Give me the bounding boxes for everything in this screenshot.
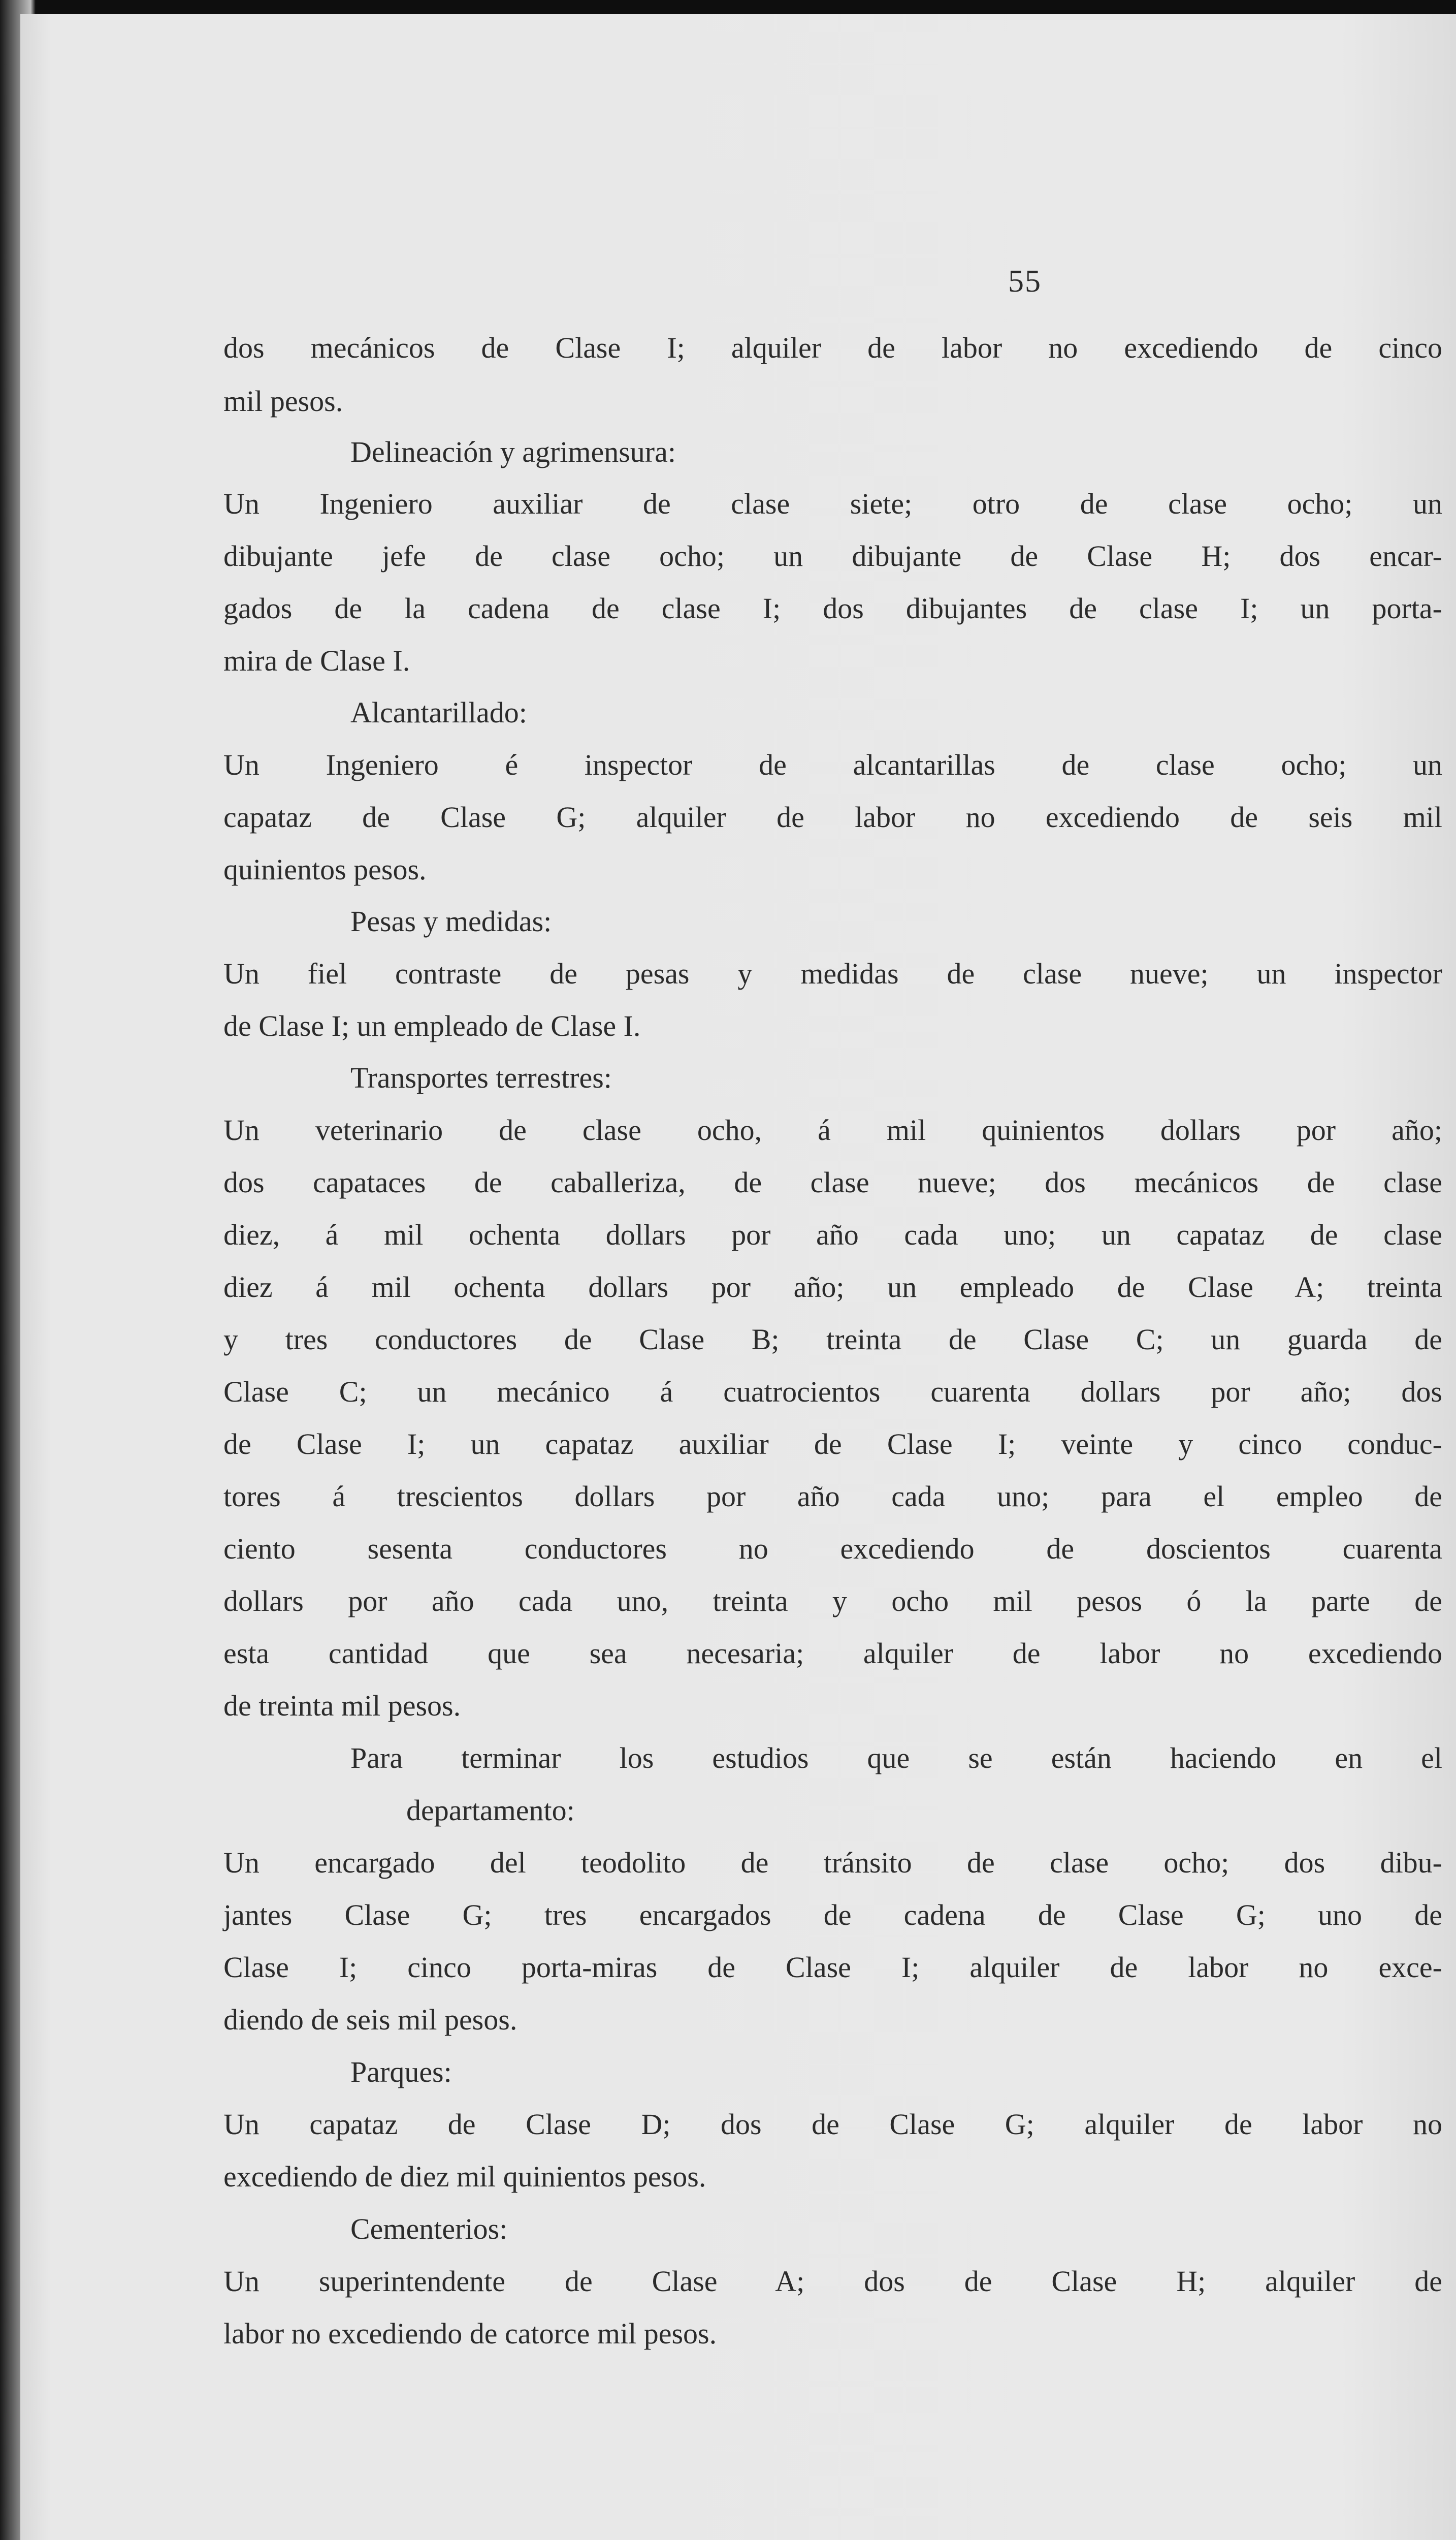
- text-line: de Clase I; un capataz auxiliar de Clase I; veinte y cinco conduc-: [223, 1427, 1442, 1460]
- text-line: diendo de seis mil pesos.: [223, 2003, 517, 2036]
- page-number: 55: [1008, 264, 1042, 299]
- text-line: excediendo de diez mil quinientos pesos.: [223, 2160, 706, 2193]
- section-heading: Para terminar los estudios que se están haciendo en el: [350, 1741, 1442, 1774]
- section-heading: Delineación y agrimensura:: [350, 435, 676, 468]
- text-line: Un Ingeniero auxiliar de clase siete; otro de clase ocho; un: [223, 487, 1442, 520]
- text-line: capataz de Clase G; alquiler de labor no excediendo de seis mil: [223, 801, 1442, 834]
- text-line: Un superintendente de Clase A; dos de Clase H; alquiler de: [223, 2265, 1442, 2298]
- text-line: Un Ingeniero é inspector de alcantarillas de clase ocho; un: [223, 748, 1442, 781]
- text-line: dibujante jefe de clase ocho; un dibujante de Clase H; dos encar-: [223, 539, 1442, 573]
- text-line: Clase I; cinco porta-miras de Clase I; alquiler de labor no exce-: [223, 1951, 1442, 1984]
- section-heading: Parques:: [350, 2055, 452, 2088]
- section-heading: Cementerios:: [350, 2212, 508, 2245]
- text-line: mira de Clase I.: [223, 644, 410, 677]
- text-line: dos mecánicos de Clase I; alquiler de labor no excediendo de cinco: [223, 331, 1442, 364]
- text-line: tores á trescientos dollars por año cada uno; para el empleo de: [223, 1480, 1442, 1513]
- section-heading: departamento:: [406, 1794, 575, 1827]
- text-line: esta cantidad que sea necesaria; alquiler de labor no excediendo: [223, 1637, 1442, 1670]
- text-line: de Clase I; un empleado de Clase I.: [223, 1009, 641, 1042]
- text-line: labor no excediendo de catorce mil pesos.: [223, 2317, 717, 2350]
- text-line: y tres conductores de Clase B; treinta de Clase C; un guarda de: [223, 1323, 1442, 1356]
- section-heading: Alcantarillado:: [350, 696, 527, 729]
- text-line: Clase C; un mecánico á cuatrocientos cuarenta dollars por año; dos: [223, 1375, 1442, 1408]
- book-page: [20, 14, 1456, 2540]
- text-line: dollars por año cada uno, treinta y ocho mil pesos ó la parte de: [223, 1584, 1442, 1617]
- section-heading: Transportes terrestres:: [350, 1061, 612, 1094]
- text-line: de treinta mil pesos.: [223, 1689, 461, 1722]
- text-line: diez á mil ochenta dollars por año; un empleado de Clase A; treinta: [223, 1271, 1442, 1304]
- text-line: gados de la cadena de clase I; dos dibujantes de clase I; un porta-: [223, 592, 1442, 625]
- text-line: Un fiel contraste de pesas y medidas de clase nueve; un inspector: [223, 957, 1442, 990]
- section-heading: Pesas y medidas:: [350, 905, 552, 938]
- text-line: Un capataz de Clase D; dos de Clase G; alquiler de labor no: [223, 2108, 1442, 2141]
- text-line: Un encargado del teodolito de tránsito de clase ocho; dos dibu-: [223, 1846, 1442, 1879]
- text-line: ciento sesenta conductores no excediendo de doscientos cuarenta: [223, 1532, 1442, 1565]
- text-line: quinientos pesos.: [223, 853, 427, 886]
- text-line: jantes Clase G; tres encargados de cadena de Clase G; uno de: [223, 1898, 1442, 1931]
- text-line: Un veterinario de clase ocho, á mil quinientos dollars por año;: [223, 1114, 1442, 1147]
- text-line: dos capataces de caballeriza, de clase nueve; dos mecánicos de clase: [223, 1166, 1442, 1199]
- text-line: mil pesos.: [223, 385, 343, 418]
- text-line: diez, á mil ochenta dollars por año cada uno; un capataz de clase: [223, 1218, 1442, 1251]
